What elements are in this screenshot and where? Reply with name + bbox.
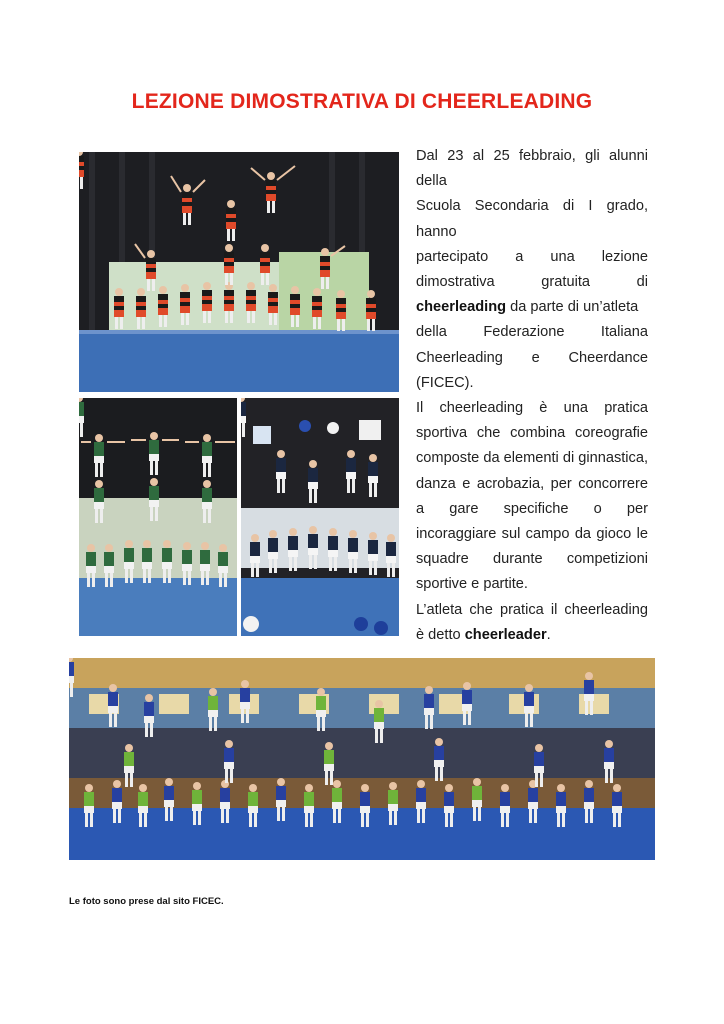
cheer-pyramid-photo: [79, 152, 399, 392]
green-team-photo: [79, 398, 237, 636]
text-line: Scuola Secondaria di I grado, hanno: [416, 198, 648, 240]
black-team-photo: [241, 398, 399, 636]
cheerleader-paragraph: L’atleta che pratica il cheerleading è detto cheerleader.: [416, 601, 648, 643]
text-line: Dal 23 al 25 febbraio, gli alunni della: [416, 148, 648, 190]
photo-credit: Le foto sono prese dal sito FICEC.: [69, 896, 224, 907]
text-line: della Federazione Italiana: [416, 324, 648, 341]
definition-paragraph: Il cheerleading è una pratica sportiva che combina coreografie composte da elementi di ginnastica, danza e acrobazia, per concorrere a gare specifiche o per incoraggiare sul campo da gioco le squadre durante competizioni sportive e partite.: [416, 400, 649, 593]
text-line: dimostrativa gratuita di: [416, 274, 648, 291]
arena-photo: [69, 658, 655, 860]
page-title: LEZIONE DIMOSTRATIVA DI CHEERLEADING: [131, 90, 593, 113]
text-line: partecipato a una lezione: [416, 248, 648, 265]
article-text: [416, 144, 648, 648]
text-line: Cheerleading e Cheerdance: [416, 349, 648, 366]
term-cheerleader: cheerleader: [464, 626, 547, 643]
text-line: cheerleading da parte di un’atleta: [416, 299, 639, 316]
term-cheerleading: cheerleading: [416, 299, 507, 316]
text-line: (FICEC).: [416, 374, 474, 391]
